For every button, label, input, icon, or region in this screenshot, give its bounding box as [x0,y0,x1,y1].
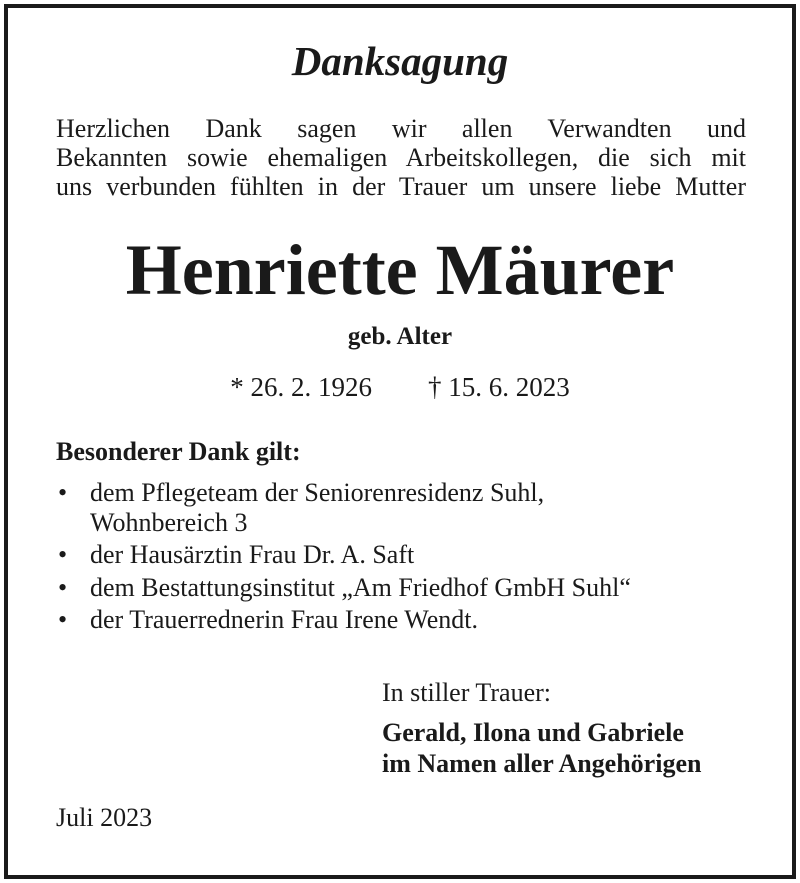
bullet-icon: • [58,540,68,569]
life-dates [0,371,800,403]
deceased-name: Henriette Mäurer [125,230,675,310]
intro-line-2: Bekannten sowie ehemaligen Arbeitskollegen, die sich mit [56,143,746,172]
signers-line-1: Gerald, Ilona und Gabriele [382,718,684,747]
bullet-icon: • [58,478,68,507]
notice-heading: Danksagung [291,38,509,84]
footer-date: Juli 2023 [56,803,153,832]
maiden-name: geb. Alter [347,323,453,350]
list-item [56,540,746,570]
list-item-line: dem Bestattungsinstitut „Am Friedhof GmbH Suhl“ [90,572,631,602]
signers-line-2: im Namen aller Angehörigen [382,749,702,778]
list-item-line: dem Pflegeteam der Seniorenresidenz Suhl, [90,478,545,507]
birth-date: * 26. 2. 1926 [230,372,372,402]
bullet-icon: • [58,605,68,634]
intro-line-3: uns verbunden fühlten in der Trauer um unsere liebe Mutter [56,172,746,201]
list-item-line: der Trauerrednerin Frau Irene Wendt. [90,605,479,634]
special-thanks-title: Besonderer Dank gilt: [56,437,301,466]
special-thanks-list [56,478,746,638]
intro-paragraph [56,114,746,201]
mourning-intro: In stiller Trauer: [382,678,551,707]
list-item [56,605,746,635]
list-item [56,573,746,603]
bullet-icon: • [58,572,68,602]
list-item-line: der Hausärztin Frau Dr. A. Saft [90,540,415,569]
death-date: † 15. 6. 2023 [428,372,570,402]
intro-line-1: Herzlichen Dank sagen wir allen Verwandten und [56,114,746,143]
signers-block [382,717,701,779]
list-item [56,478,746,537]
list-item-line: Wohnbereich 3 [90,507,248,537]
